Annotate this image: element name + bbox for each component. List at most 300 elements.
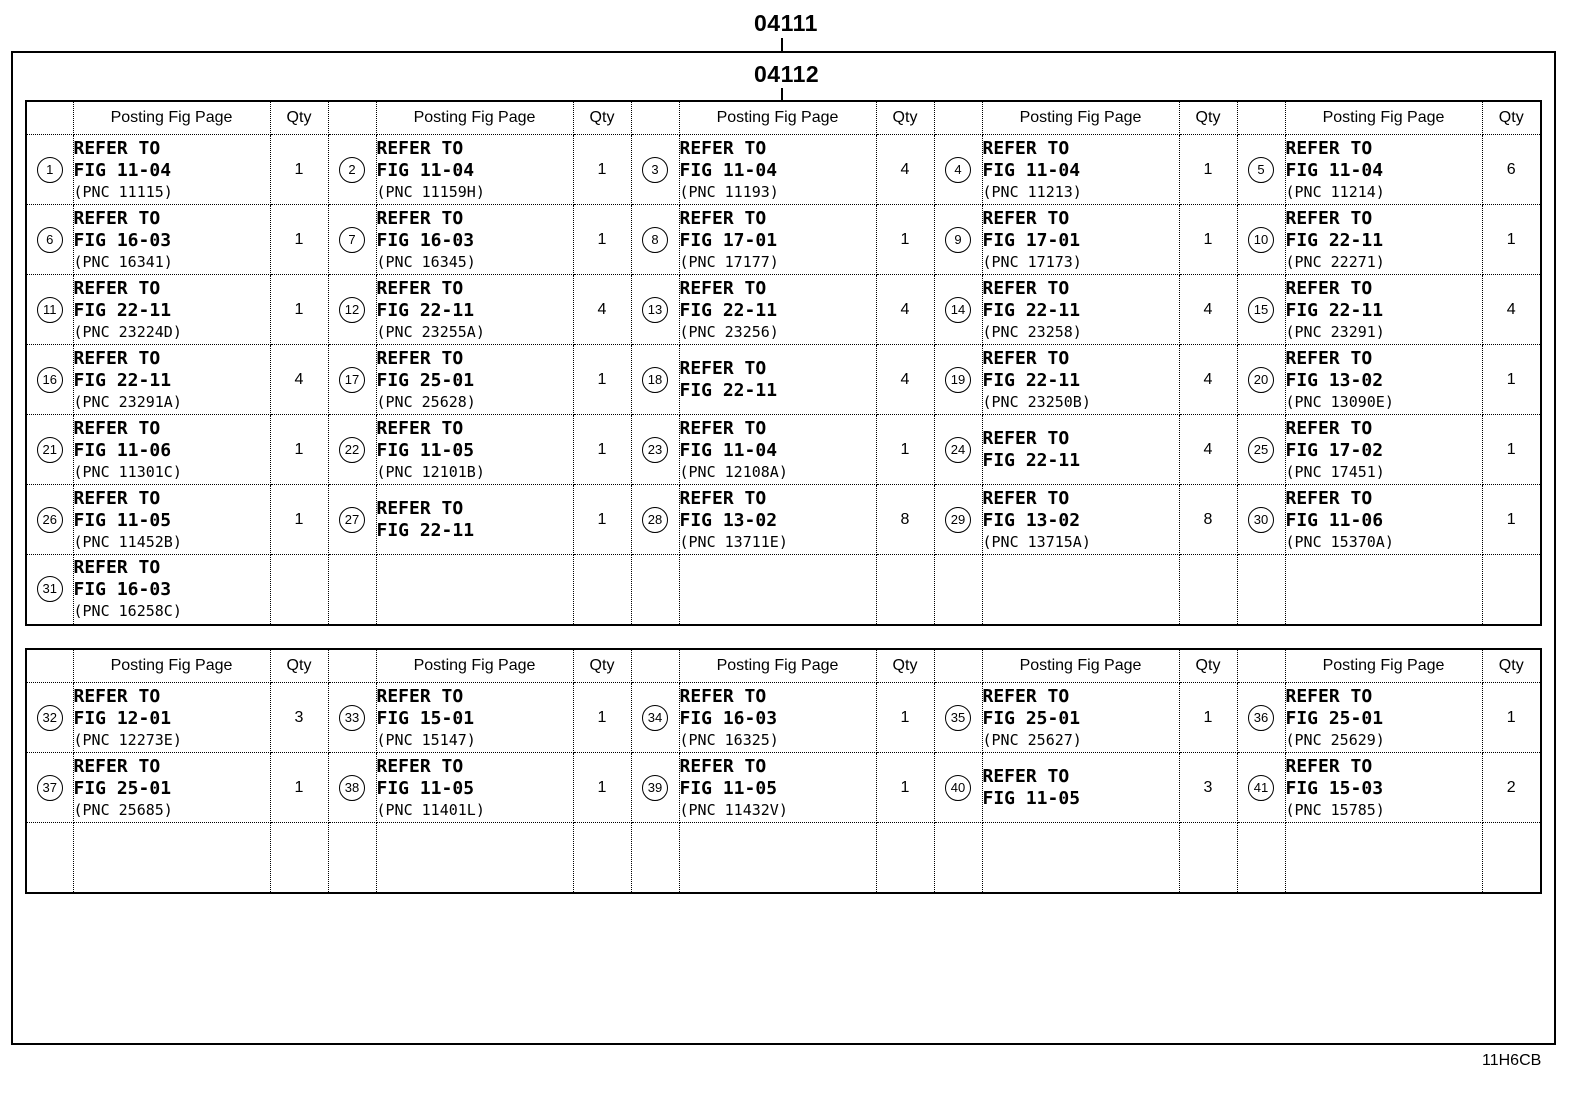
header-blank xyxy=(1237,101,1285,135)
fig-number: FIG 12-01 xyxy=(73,707,172,729)
refer-to-text: REFER TO xyxy=(982,685,1070,707)
refer-to-text: REFER TO xyxy=(376,685,464,707)
callout-cell xyxy=(26,555,73,625)
header-row xyxy=(26,649,1541,683)
pnc-number: (PNC 12273E) xyxy=(73,730,182,749)
reference-cell xyxy=(73,753,270,823)
callout-cell xyxy=(631,205,679,275)
callout-cell xyxy=(1237,555,1285,625)
pnc-number: (PNC 11432V) xyxy=(679,800,788,819)
reference-cell xyxy=(982,683,1179,753)
callout-cell xyxy=(26,683,73,753)
callout-number: 36 xyxy=(1248,705,1274,731)
qty-cell: 6 xyxy=(1482,135,1541,205)
reference-cell xyxy=(73,345,270,415)
callout-cell xyxy=(26,135,73,205)
refer-to-text: REFER TO xyxy=(679,137,767,159)
pnc-number: (PNC 11301C) xyxy=(73,462,182,481)
header-posting-fig-page: Posting Fig Page xyxy=(1285,101,1482,135)
header-posting-fig-page: Posting Fig Page xyxy=(982,649,1179,683)
callout-cell xyxy=(328,485,376,555)
qty-cell: 8 xyxy=(876,485,934,555)
header-blank xyxy=(934,649,982,683)
refer-to-text: REFER TO xyxy=(1285,685,1373,707)
refer-to-text: REFER TO xyxy=(376,417,464,439)
table-row xyxy=(26,415,1541,485)
qty-cell: 8 xyxy=(1179,485,1237,555)
header-qty: Qty xyxy=(270,649,328,683)
callout-number: 29 xyxy=(945,507,971,533)
callout-cell xyxy=(934,345,982,415)
header-posting-fig-page: Posting Fig Page xyxy=(982,101,1179,135)
callout-number: 9 xyxy=(945,227,971,253)
qty-cell: 1 xyxy=(876,683,934,753)
qty-cell xyxy=(876,555,934,625)
callout-cell xyxy=(631,753,679,823)
fig-number: FIG 11-04 xyxy=(1285,159,1384,181)
callout-number: 20 xyxy=(1248,367,1274,393)
pnc-number: (PNC 15785) xyxy=(1285,800,1385,819)
callout-number: 25 xyxy=(1248,437,1274,463)
callout-number: 27 xyxy=(339,507,365,533)
refer-to-text: REFER TO xyxy=(679,487,767,509)
callout-number: 13 xyxy=(642,297,668,323)
refer-to-text: REFER TO xyxy=(982,207,1070,229)
header-qty: Qty xyxy=(270,101,328,135)
header-blank xyxy=(1237,649,1285,683)
refer-to-text: REFER TO xyxy=(73,347,161,369)
reference-cell xyxy=(982,205,1179,275)
callout-cell xyxy=(26,275,73,345)
callout-number: 3 xyxy=(642,157,668,183)
header-blank xyxy=(328,649,376,683)
qty-cell: 1 xyxy=(876,753,934,823)
table-row xyxy=(26,275,1541,345)
callout-cell xyxy=(934,275,982,345)
qty-cell: 1 xyxy=(270,135,328,205)
qty-cell: 4 xyxy=(1179,345,1237,415)
callout-cell xyxy=(328,753,376,823)
reference-cell xyxy=(376,555,573,625)
callout-cell xyxy=(328,345,376,415)
pnc-number: (PNC 11213) xyxy=(982,182,1082,201)
callout-number: 40 xyxy=(945,775,971,801)
pnc-number: (PNC 25628) xyxy=(376,392,476,411)
qty-cell: 4 xyxy=(270,345,328,415)
header-blank xyxy=(26,101,73,135)
qty-cell xyxy=(270,555,328,625)
inner-code-leader xyxy=(781,88,783,100)
callout-number: 12 xyxy=(339,297,365,323)
qty-cell xyxy=(270,823,328,893)
callout-cell xyxy=(934,683,982,753)
pnc-number: (PNC 16341) xyxy=(73,252,173,271)
qty-cell: 4 xyxy=(1179,415,1237,485)
fig-number: FIG 11-06 xyxy=(73,439,172,461)
header-posting-fig-page: Posting Fig Page xyxy=(1285,649,1482,683)
refer-to-text: REFER TO xyxy=(376,497,464,519)
fig-number: FIG 11-05 xyxy=(679,777,778,799)
callout-number: 30 xyxy=(1248,507,1274,533)
reference-cell xyxy=(679,753,876,823)
inner-code: 04112 xyxy=(754,61,820,87)
qty-cell: 1 xyxy=(573,415,631,485)
fig-number: FIG 11-04 xyxy=(679,159,778,181)
qty-cell: 1 xyxy=(573,345,631,415)
callout-number: 32 xyxy=(37,705,63,731)
qty-cell: 1 xyxy=(876,415,934,485)
callout-cell xyxy=(631,345,679,415)
callout-cell xyxy=(1237,135,1285,205)
header-qty: Qty xyxy=(1482,101,1541,135)
refer-to-text: REFER TO xyxy=(376,755,464,777)
header-qty: Qty xyxy=(876,101,934,135)
fig-number: FIG 22-11 xyxy=(1285,299,1384,321)
qty-cell: 1 xyxy=(270,275,328,345)
reference-cell xyxy=(376,345,573,415)
fig-number: FIG 22-11 xyxy=(982,299,1081,321)
qty-cell: 1 xyxy=(573,485,631,555)
callout-cell xyxy=(934,555,982,625)
refer-to-text: REFER TO xyxy=(1285,755,1373,777)
reference-cell xyxy=(376,135,573,205)
pnc-number: (PNC 13715A) xyxy=(982,532,1091,551)
reference-cell xyxy=(1285,485,1482,555)
fig-number: FIG 11-04 xyxy=(679,439,778,461)
callout-cell xyxy=(934,135,982,205)
callout-number: 2 xyxy=(339,157,365,183)
qty-cell: 4 xyxy=(876,275,934,345)
header-posting-fig-page: Posting Fig Page xyxy=(376,649,573,683)
pnc-number: (PNC 23255A) xyxy=(376,322,485,341)
table-row xyxy=(26,753,1541,823)
reference-cell xyxy=(982,135,1179,205)
refer-to-text: REFER TO xyxy=(679,357,767,379)
table-row xyxy=(26,205,1541,275)
header-posting-fig-page: Posting Fig Page xyxy=(679,101,876,135)
qty-cell: 4 xyxy=(1179,275,1237,345)
refer-to-text: REFER TO xyxy=(376,277,464,299)
qty-cell xyxy=(1179,823,1237,893)
reference-cell xyxy=(73,415,270,485)
refer-to-text: REFER TO xyxy=(982,765,1070,787)
callout-cell xyxy=(26,205,73,275)
reference-cell xyxy=(982,275,1179,345)
parts-reference-table-1 xyxy=(25,100,1542,626)
header-qty: Qty xyxy=(1482,649,1541,683)
reference-cell xyxy=(982,345,1179,415)
callout-cell xyxy=(328,823,376,893)
reference-cell xyxy=(679,683,876,753)
callout-number: 31 xyxy=(37,576,63,602)
reference-cell xyxy=(679,555,876,625)
header-qty: Qty xyxy=(573,101,631,135)
qty-cell: 1 xyxy=(1482,345,1541,415)
reference-cell xyxy=(376,683,573,753)
reference-cell xyxy=(376,205,573,275)
refer-to-text: REFER TO xyxy=(73,685,161,707)
callout-number: 28 xyxy=(642,507,668,533)
fig-number: FIG 25-01 xyxy=(73,777,172,799)
header-qty: Qty xyxy=(876,649,934,683)
fig-number: FIG 16-03 xyxy=(679,707,778,729)
pnc-number: (PNC 23291) xyxy=(1285,322,1385,341)
callout-cell xyxy=(934,485,982,555)
fig-number: FIG 22-11 xyxy=(982,369,1081,391)
pnc-number: (PNC 17451) xyxy=(1285,462,1385,481)
refer-to-text: REFER TO xyxy=(1285,277,1373,299)
refer-to-text: REFER TO xyxy=(982,137,1070,159)
callout-cell xyxy=(26,485,73,555)
qty-cell: 1 xyxy=(1482,683,1541,753)
qty-cell: 1 xyxy=(1179,135,1237,205)
fig-number: FIG 22-11 xyxy=(982,449,1081,471)
fig-number: FIG 22-11 xyxy=(679,299,778,321)
fig-number: FIG 15-03 xyxy=(1285,777,1384,799)
refer-to-text: REFER TO xyxy=(1285,417,1373,439)
callout-cell xyxy=(26,345,73,415)
header-posting-fig-page: Posting Fig Page xyxy=(376,101,573,135)
reference-cell xyxy=(1285,135,1482,205)
callout-cell xyxy=(1237,345,1285,415)
callout-number: 7 xyxy=(339,227,365,253)
reference-cell xyxy=(1285,753,1482,823)
pnc-number: (PNC 11193) xyxy=(679,182,779,201)
callout-number: 34 xyxy=(642,705,668,731)
qty-cell: 1 xyxy=(270,205,328,275)
fig-number: FIG 25-01 xyxy=(1285,707,1384,729)
callout-number: 15 xyxy=(1248,297,1274,323)
refer-to-text: REFER TO xyxy=(73,417,161,439)
fig-number: FIG 22-11 xyxy=(1285,229,1384,251)
qty-cell: 1 xyxy=(876,205,934,275)
callout-number: 21 xyxy=(37,437,63,463)
outer-code-leader xyxy=(781,38,783,51)
pnc-number: (PNC 11159H) xyxy=(376,182,485,201)
parts-reference-table-2 xyxy=(25,648,1542,894)
reference-cell xyxy=(376,753,573,823)
reference-cell xyxy=(982,823,1179,893)
pnc-number: (PNC 11115) xyxy=(73,182,173,201)
refer-to-text: REFER TO xyxy=(73,207,161,229)
callout-cell xyxy=(328,683,376,753)
header-blank xyxy=(631,101,679,135)
fig-number: FIG 11-04 xyxy=(982,159,1081,181)
qty-cell: 4 xyxy=(573,275,631,345)
qty-cell xyxy=(573,823,631,893)
refer-to-text: REFER TO xyxy=(1285,207,1373,229)
header-qty: Qty xyxy=(573,649,631,683)
callout-number: 22 xyxy=(339,437,365,463)
fig-number: FIG 11-05 xyxy=(376,439,475,461)
callout-cell xyxy=(328,205,376,275)
reference-cell xyxy=(1285,823,1482,893)
callout-cell xyxy=(631,555,679,625)
reference-cell xyxy=(73,823,270,893)
fig-number: FIG 16-03 xyxy=(376,229,475,251)
header-blank xyxy=(328,101,376,135)
pnc-number: (PNC 22271) xyxy=(1285,252,1385,271)
callout-cell xyxy=(631,485,679,555)
reference-cell xyxy=(376,415,573,485)
callout-cell xyxy=(1237,415,1285,485)
reference-cell xyxy=(1285,555,1482,625)
callout-cell xyxy=(26,415,73,485)
callout-number: 37 xyxy=(37,775,63,801)
qty-cell: 4 xyxy=(876,135,934,205)
fig-number: FIG 11-05 xyxy=(982,787,1081,809)
refer-to-text: REFER TO xyxy=(982,347,1070,369)
header-blank xyxy=(631,649,679,683)
qty-cell xyxy=(876,823,934,893)
qty-cell: 1 xyxy=(1179,205,1237,275)
callout-cell xyxy=(328,135,376,205)
reference-cell xyxy=(982,555,1179,625)
reference-cell xyxy=(679,415,876,485)
refer-to-text: REFER TO xyxy=(679,277,767,299)
callout-cell xyxy=(934,205,982,275)
qty-cell: 3 xyxy=(1179,753,1237,823)
qty-cell: 1 xyxy=(1482,205,1541,275)
callout-cell xyxy=(631,683,679,753)
callout-cell xyxy=(1237,753,1285,823)
refer-to-text: REFER TO xyxy=(1285,137,1373,159)
callout-number: 17 xyxy=(339,367,365,393)
pnc-number: (PNC 16325) xyxy=(679,730,779,749)
header-blank xyxy=(934,101,982,135)
header-posting-fig-page: Posting Fig Page xyxy=(73,649,270,683)
pnc-number: (PNC 25629) xyxy=(1285,730,1385,749)
callout-cell xyxy=(328,415,376,485)
callout-cell xyxy=(1237,485,1285,555)
refer-to-text: REFER TO xyxy=(679,417,767,439)
fig-number: FIG 17-01 xyxy=(679,229,778,251)
qty-cell: 1 xyxy=(573,205,631,275)
reference-cell xyxy=(73,683,270,753)
fig-number: FIG 22-11 xyxy=(679,379,778,401)
header-blank xyxy=(26,649,73,683)
illustration-code: 11H6CB xyxy=(1482,1052,1542,1069)
callout-cell xyxy=(934,753,982,823)
pnc-number: (PNC 25685) xyxy=(73,800,173,819)
qty-cell: 1 xyxy=(1179,683,1237,753)
reference-cell xyxy=(679,135,876,205)
fig-number: FIG 13-02 xyxy=(982,509,1081,531)
table-row xyxy=(26,345,1541,415)
reference-cell xyxy=(1285,275,1482,345)
pnc-number: (PNC 25627) xyxy=(982,730,1082,749)
pnc-number: (PNC 13090E) xyxy=(1285,392,1394,411)
callout-number: 23 xyxy=(642,437,668,463)
fig-number: FIG 11-05 xyxy=(73,509,172,531)
qty-cell: 4 xyxy=(876,345,934,415)
pnc-number: (PNC 23256) xyxy=(679,322,779,341)
pnc-number: (PNC 17177) xyxy=(679,252,779,271)
pnc-number: (PNC 23258) xyxy=(982,322,1082,341)
header-posting-fig-page: Posting Fig Page xyxy=(679,649,876,683)
refer-to-text: REFER TO xyxy=(1285,347,1373,369)
callout-number: 33 xyxy=(339,705,365,731)
qty-cell: 3 xyxy=(270,683,328,753)
reference-cell xyxy=(376,485,573,555)
callout-number: 14 xyxy=(945,297,971,323)
fig-number: FIG 16-03 xyxy=(73,229,172,251)
pnc-number: (PNC 23291A) xyxy=(73,392,182,411)
qty-cell: 1 xyxy=(270,415,328,485)
refer-to-text: REFER TO xyxy=(679,755,767,777)
qty-cell: 1 xyxy=(1482,485,1541,555)
fig-number: FIG 16-03 xyxy=(73,579,172,601)
callout-number: 11 xyxy=(37,297,63,323)
callout-number: 39 xyxy=(642,775,668,801)
refer-to-text: REFER TO xyxy=(73,557,161,579)
reference-cell xyxy=(376,823,573,893)
fig-number: FIG 25-01 xyxy=(376,369,475,391)
qty-cell: 1 xyxy=(270,485,328,555)
pnc-number: (PNC 12108A) xyxy=(679,462,788,481)
callout-cell xyxy=(934,415,982,485)
callout-number: 41 xyxy=(1248,775,1274,801)
reference-cell xyxy=(1285,415,1482,485)
pnc-number: (PNC 17173) xyxy=(982,252,1082,271)
callout-number: 4 xyxy=(945,157,971,183)
callout-number: 18 xyxy=(642,367,668,393)
callout-number: 26 xyxy=(37,507,63,533)
reference-cell xyxy=(1285,345,1482,415)
reference-cell xyxy=(1285,205,1482,275)
fig-number: FIG 11-04 xyxy=(73,159,172,181)
pnc-number: (PNC 16345) xyxy=(376,252,476,271)
callout-cell xyxy=(631,275,679,345)
pnc-number: (PNC 12101B) xyxy=(376,462,485,481)
callout-cell xyxy=(1237,205,1285,275)
callout-number: 24 xyxy=(945,437,971,463)
pnc-number: (PNC 11452B) xyxy=(73,532,182,551)
callout-number: 16 xyxy=(37,367,63,393)
callout-cell xyxy=(1237,823,1285,893)
fig-number: FIG 13-02 xyxy=(1285,369,1384,391)
reference-cell xyxy=(73,275,270,345)
qty-cell: 2 xyxy=(1482,753,1541,823)
reference-cell xyxy=(73,555,270,625)
reference-cell xyxy=(73,485,270,555)
table-row xyxy=(26,555,1541,625)
header-posting-fig-page: Posting Fig Page xyxy=(73,101,270,135)
callout-number: 35 xyxy=(945,705,971,731)
fig-number: FIG 15-01 xyxy=(376,707,475,729)
callout-cell xyxy=(26,823,73,893)
fig-number: FIG 11-04 xyxy=(376,159,475,181)
fig-number: FIG 22-11 xyxy=(73,369,172,391)
refer-to-text: REFER TO xyxy=(1285,487,1373,509)
header-row xyxy=(26,101,1541,135)
fig-number: FIG 11-05 xyxy=(376,777,475,799)
refer-to-text: REFER TO xyxy=(982,277,1070,299)
pnc-number: (PNC 16258C) xyxy=(73,602,182,621)
fig-number: FIG 22-11 xyxy=(73,299,172,321)
refer-to-text: REFER TO xyxy=(73,137,161,159)
pnc-number: (PNC 23250B) xyxy=(982,392,1091,411)
callout-number: 38 xyxy=(339,775,365,801)
reference-cell xyxy=(679,275,876,345)
qty-cell: 1 xyxy=(270,753,328,823)
fig-number: FIG 11-06 xyxy=(1285,509,1384,531)
qty-cell xyxy=(1482,555,1541,625)
callout-cell xyxy=(631,823,679,893)
refer-to-text: REFER TO xyxy=(982,427,1070,449)
refer-to-text: REFER TO xyxy=(376,207,464,229)
fig-number: FIG 25-01 xyxy=(982,707,1081,729)
